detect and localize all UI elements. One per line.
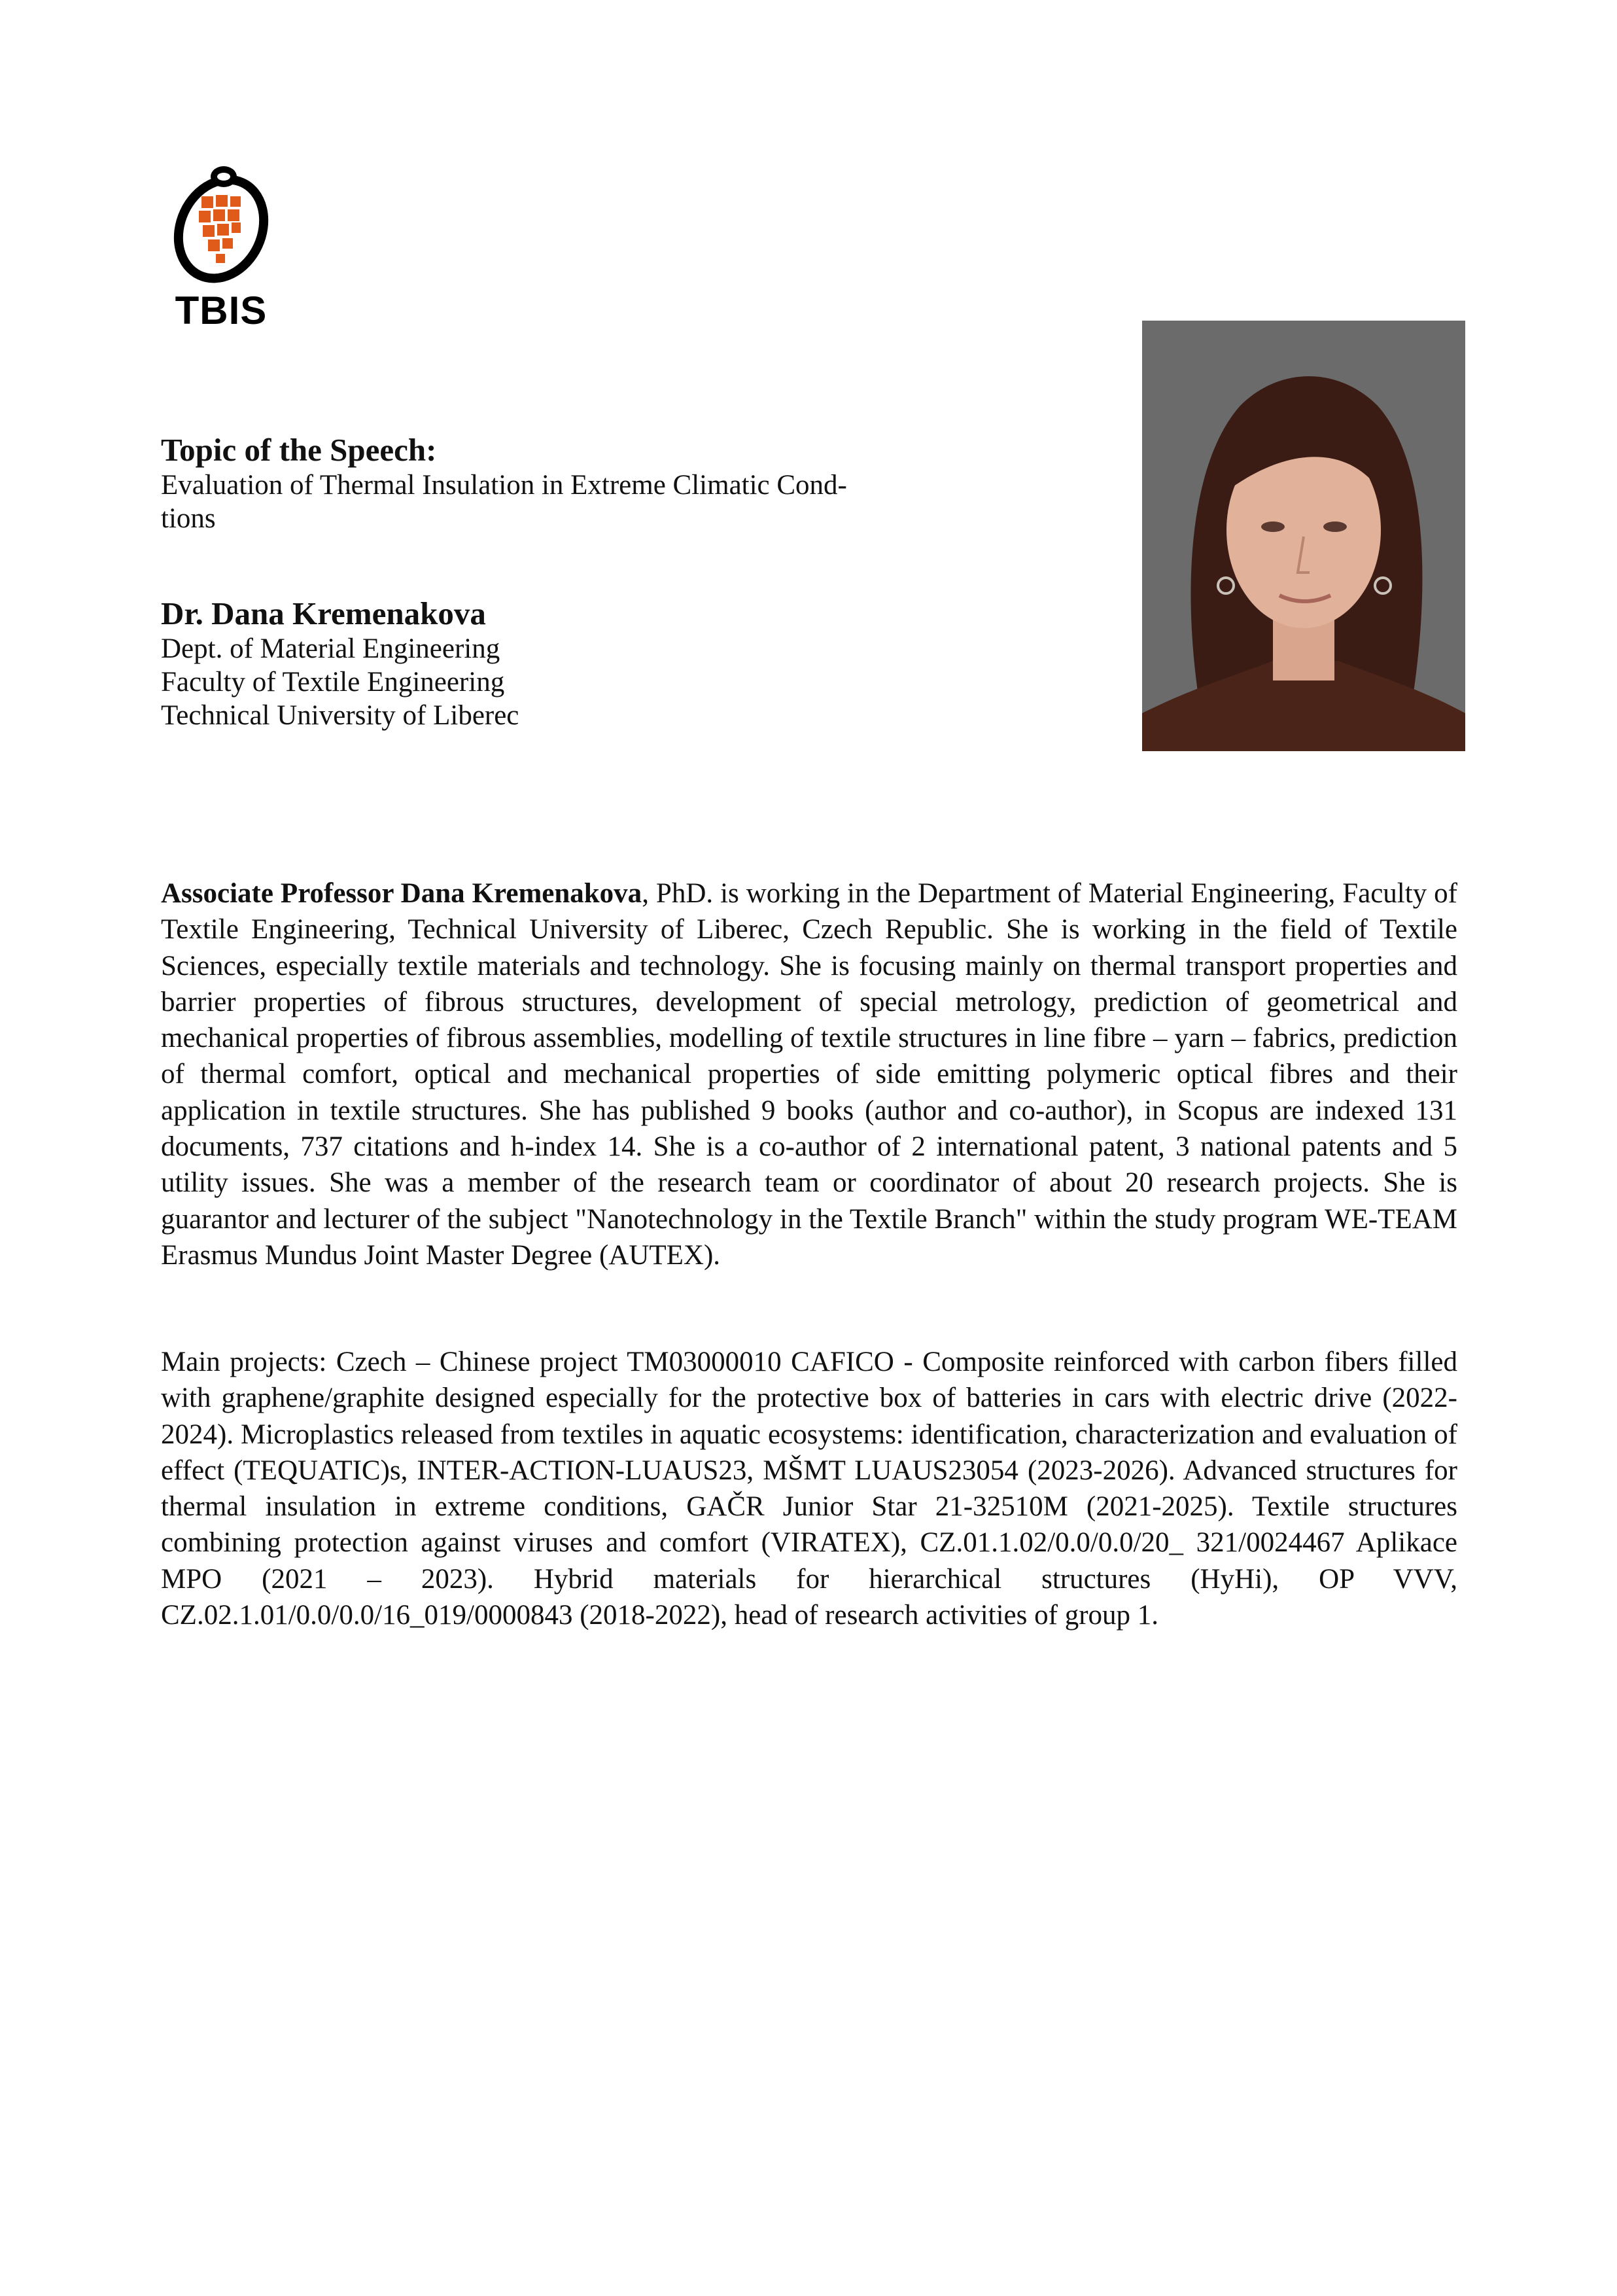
topic-title-line: tions [161,503,216,534]
tbis-globe-icon [156,157,287,288]
speaker-affiliation: Dept. of Material Engineering [161,633,500,664]
speaker-biography [161,875,1457,1273]
speaker-affiliation: Faculty of Textile Engineering [161,667,505,698]
topic-title-line: Evaluation of Thermal Insulation in Extreme Climatic Cond- [161,470,847,501]
topic-heading: Topic of the Speech: [161,432,437,468]
bio-lead: Associate Professor Dana Kremenakova [161,878,642,909]
speaker-portrait-icon [1142,321,1465,751]
speech-topic [161,432,1011,535]
main-projects: Main projects: Czech – Chinese project TM03000010 CAFICO - Composite reinforced with carbon fibers filled with graphene/graphite designed especially for the protective box of batteries in cars with electric drive (2022-2024). Microplastics released from textiles in aquatic ecosystems: identification, characterization and evaluation of effect (TEQUATIC)s, INTER-ACTION-LUAUS23, MŠMT LUAUS23054 (2023-2026). Advanced structures for thermal insulation in extreme conditions, GAČR Junior Star 21-32510M (2021-2025). Textile structures combining protection against viruses and comfort (VIRATEX), CZ.01.1.02/0.0/0.0/20_ 321/0024467 Aplikace MPO (2021 – 2023). Hybrid materials for hierarchical structures (HyHi), OP VVV, CZ.02.1.01/0.0/0.0/16_019/0000843 (2018-2022), head of research activities of group 1. [161,1347,1457,1631]
tbis-logo [156,157,287,334]
speaker-affiliation: Technical University of Liberec [161,700,519,731]
bio-text: , PhD. is working in the Department of Material Engineering, Faculty of Textile Engineering, Technical University of Liberec, Czech Republic. She is working in the field of Textile Sciences, especially textile materials and technology. She is focusing mainly on thermal transport properties and barrier properties of fibrous structures, development of special metrology, prediction of geometrical and mechanical properties of fibrous assemblies, modelling of textile structures in line fibre – yarn – fabrics, prediction of thermal comfort, optical and mechanical properties of side emitting polymeric optical fibres and their application in textile structures. She has published 9 books (author and co-author), in Scopus are indexed 131 documents, 737 citations and h-index 14. She is a co-author of 2 international patent, 3 national patents and 5 utility issues. She was a member of the research team or coordinator of about 20 research projects. She is guarantor and lecturer of the subject "Nanotechnology in the Textile Branch" within the study program WE-TEAM Erasmus Mundus Joint Master Degree (AUTEX). [161,878,1457,1271]
speaker-photo [1142,321,1465,751]
speaker-name: Dr. Dana Kremenakova [161,595,486,631]
speaker-info [161,595,1011,732]
logo-wordmark: TBIS [175,289,268,332]
